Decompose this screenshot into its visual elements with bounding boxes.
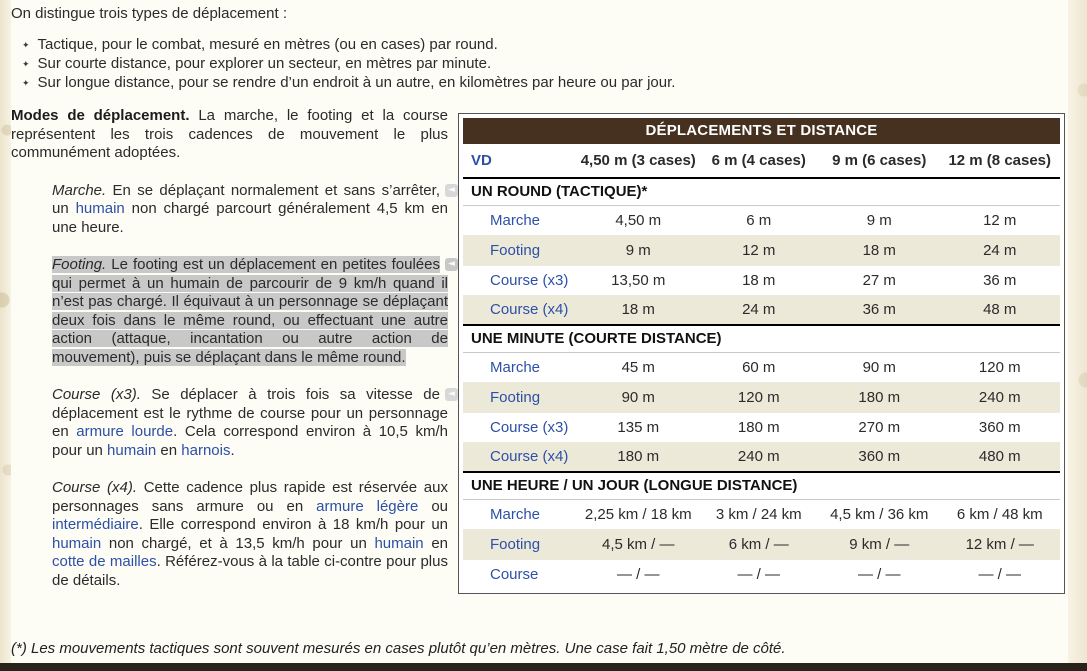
text-link[interactable]: humain [52,534,102,552]
section-header-row [463,472,1060,499]
row-label-link[interactable]: Course (x4) [490,448,569,466]
table-cell [463,144,578,178]
modes-heading: Modes de déplacement. [11,107,190,124]
table-cell: 90 m [578,382,699,412]
back-arrow-icon[interactable]: ◄ [445,258,458,271]
left-column [11,107,455,590]
text-run: Cette cadence plus rapide est réservée aux personnages sans armure ou en [52,479,448,515]
table-cell: 360 m [819,442,940,472]
text-link[interactable]: harnois [181,441,231,459]
table-row [463,382,1060,412]
text-link[interactable]: humain [75,200,125,217]
table-row [463,295,1060,325]
table-cell: 12 km / — [940,529,1061,559]
table-cell [463,559,578,589]
table-cell: 120 m [940,352,1061,382]
row-label-link[interactable]: Course [490,565,539,583]
table-cell: 27 m [819,265,940,295]
table-cell: 360 m [940,412,1061,442]
intro-bullet-list [11,36,1057,93]
table-cell: — / — [578,559,699,589]
row-label-link[interactable]: Marche [490,505,541,523]
row-label-link[interactable]: Course (x3) [490,418,569,436]
text-run: Le footing est un déplacement en petites foulées qui permet à un humain de parcourir de 9 km/h quand il n’est pas chargé. Il équivaut à un personnage se déplaçant deux fois dans le même round, ou effectuant une autre action (attaque, incantation ou autre action de mouvement), puis se déplaçant dans le même round. [52,256,448,366]
back-arrow-icon[interactable]: ◄ [445,184,458,197]
table-title: DÉPLACEMENTS ET DISTANCE [463,118,1060,144]
bullet-text: Tactique, pour le combat, mesuré en mètres (ou en cases) par round. [37,36,498,53]
table-cell: 18 m [578,295,699,325]
table-cell: 45 m [578,352,699,382]
table-cell: 3 km / 24 km [699,499,820,529]
table-cell: 180 m [578,442,699,472]
table-cell: 180 m [819,382,940,412]
paragraph-lead: Course (x3). [52,386,141,403]
text-run: Se déplacer à trois fois sa vitesse de déplacement est le rythme de course pour un personnage en [52,386,448,440]
course-x4-paragraph [52,479,448,590]
table-cell: 12 m [699,235,820,265]
table-cell [463,352,578,382]
table-cell: 120 m [699,382,820,412]
table-row [463,499,1060,529]
row-label-link[interactable]: Course (x4) [490,301,569,319]
table-cell: 90 m [819,352,940,382]
intro-section [11,4,1057,93]
diamond-bullet-icon: ✦ [22,59,30,69]
text-link[interactable]: humain [374,534,424,552]
table-cell [463,499,578,529]
text-run: En se déplaçant normalement et sans s’arrêter, un [52,181,440,217]
table-cell: 18 m [819,235,940,265]
table-cell: 24 m [699,295,820,325]
table-cell [463,442,578,472]
table-row [463,352,1060,382]
table-cell [463,205,578,235]
table-cell [463,235,578,265]
course-x3-paragraph [52,386,455,460]
section-header-row [463,178,1060,205]
table-cell [463,529,578,559]
table-cell: 240 m [699,442,820,472]
row-label-link[interactable]: Course (x3) [490,271,569,289]
text-run: non chargé parcourt généralement 4,5 km en une heure. [52,200,448,236]
row-label-link[interactable]: Footing [490,388,541,406]
text-run: . Cela correspond environ à 10,5 km/h pour un [52,423,448,459]
table-cell: 6 m [699,205,820,235]
text-link[interactable]: armure légère [316,497,419,515]
table-cell: 4,50 m [578,205,699,235]
table-cell: 48 m [940,295,1061,325]
paragraph-lead: Course (x4). [52,479,138,496]
text-run: en [423,534,448,552]
table-cell: 2,25 km / 18 km [578,499,699,529]
table-row [463,559,1060,589]
text-run: . Elle correspond environ à 18 km/h pour un [138,516,448,533]
section-title: UN ROUND (TACTIQUE)* [463,178,1060,205]
table-cell: 60 m [699,352,820,382]
intro-lead: On distingue trois types de déplacement : [11,5,287,22]
table-row [463,412,1060,442]
table-cell: 36 m [819,295,940,325]
column-header: 12 m (8 cases) [940,144,1061,178]
modes-text: La marche, le footing et la course représentent les trois cadences de mouvement le plus communément adoptées. [11,107,448,161]
text-run: non chargé, et à 13,5 km/h pour un [101,534,375,552]
table-cell: 240 m [940,382,1061,412]
table-row [463,442,1060,472]
footing-text [52,256,448,366]
marche-text [52,182,448,236]
section-title: UNE MINUTE (COURTE DISTANCE) [463,325,1060,352]
table-cell: 180 m [699,412,820,442]
row-label-link[interactable]: Marche [490,358,541,376]
text-run: . [230,441,235,459]
table-cell: — / — [699,559,820,589]
paragraph-lead: Footing. [52,256,107,273]
text-link[interactable]: humain [107,441,157,459]
text-run: en [156,441,182,459]
text-link[interactable]: cotte de mailles [52,553,157,570]
column-header: 4,50 m (3 cases) [578,144,699,178]
table-cell: 9 m [819,205,940,235]
course-x3-text [52,386,448,459]
table-grid [463,144,1060,589]
table-cell: 36 m [940,265,1061,295]
footing-paragraph-selected [52,256,455,367]
section-header-row [463,325,1060,352]
bullet-text: Sur courte distance, pour explorer un secteur, en mètres par minute. [37,55,492,72]
parchment-right-edge [1068,0,1087,671]
column-header: 6 m (4 cases) [699,144,820,178]
table-cell [463,412,578,442]
deplacements-table [458,113,1065,594]
bottom-border-bar [0,663,1087,671]
table-cell: 9 km / — [819,529,940,559]
course-x4-text [52,479,448,589]
footnote: (*) Les mouvements tactiques sont souvent mesurés en cases plutôt qu’en mètres. Une case fait 1,50 mètre de côté. [11,640,786,657]
section-title: UNE HEURE / UN JOUR (LONGUE DISTANCE) [463,472,1060,499]
table-cell: — / — [940,559,1061,589]
vd-link[interactable]: VD [471,152,492,169]
list-item [11,36,1057,55]
table-cell [463,265,578,295]
table-row [463,529,1060,559]
diamond-bullet-icon: ✦ [22,40,30,50]
parchment-left-edge [0,0,11,671]
table-cell [463,382,578,412]
table-header-row [463,144,1060,178]
table-cell: — / — [819,559,940,589]
table-cell: 6 km / 48 km [940,499,1061,529]
text-run: . Référez-vous à la table ci-contre pour plus de détails. [52,553,448,589]
table-cell: 270 m [819,412,940,442]
row-label-link[interactable]: Footing [490,535,541,553]
table-cell: 135 m [578,412,699,442]
table-cell: 18 m [699,265,820,295]
paragraph-lead: Marche. [52,181,107,199]
list-item [11,55,1057,74]
table-cell: 480 m [940,442,1061,472]
table-cell [463,295,578,325]
list-item [11,74,1057,93]
table-cell: 4,5 km / — [578,529,699,559]
table-row [463,235,1060,265]
diamond-bullet-icon: ✦ [22,78,30,88]
marche-paragraph [52,181,455,238]
modes-paragraph [11,107,448,163]
bullet-text: Sur longue distance, pour se rendre d’un endroit à un autre, en kilomètres par heure ou par jour. [37,74,676,91]
table-row [463,205,1060,235]
row-label-link[interactable]: Marche [490,211,541,229]
row-label-link[interactable]: Footing [490,241,541,259]
text-link[interactable]: armure lourde [76,423,174,440]
back-arrow-icon[interactable]: ◄ [445,388,458,401]
text-run: ou [418,497,448,515]
table-cell: 13,50 m [578,265,699,295]
table-cell: 6 km / — [699,529,820,559]
table-row [463,265,1060,295]
table-cell: 9 m [578,235,699,265]
table-cell: 12 m [940,205,1061,235]
text-link[interactable]: intermédiaire [52,516,139,533]
table-cell: 4,5 km / 36 km [819,499,940,529]
column-header: 9 m (6 cases) [819,144,940,178]
table-cell: 24 m [940,235,1061,265]
